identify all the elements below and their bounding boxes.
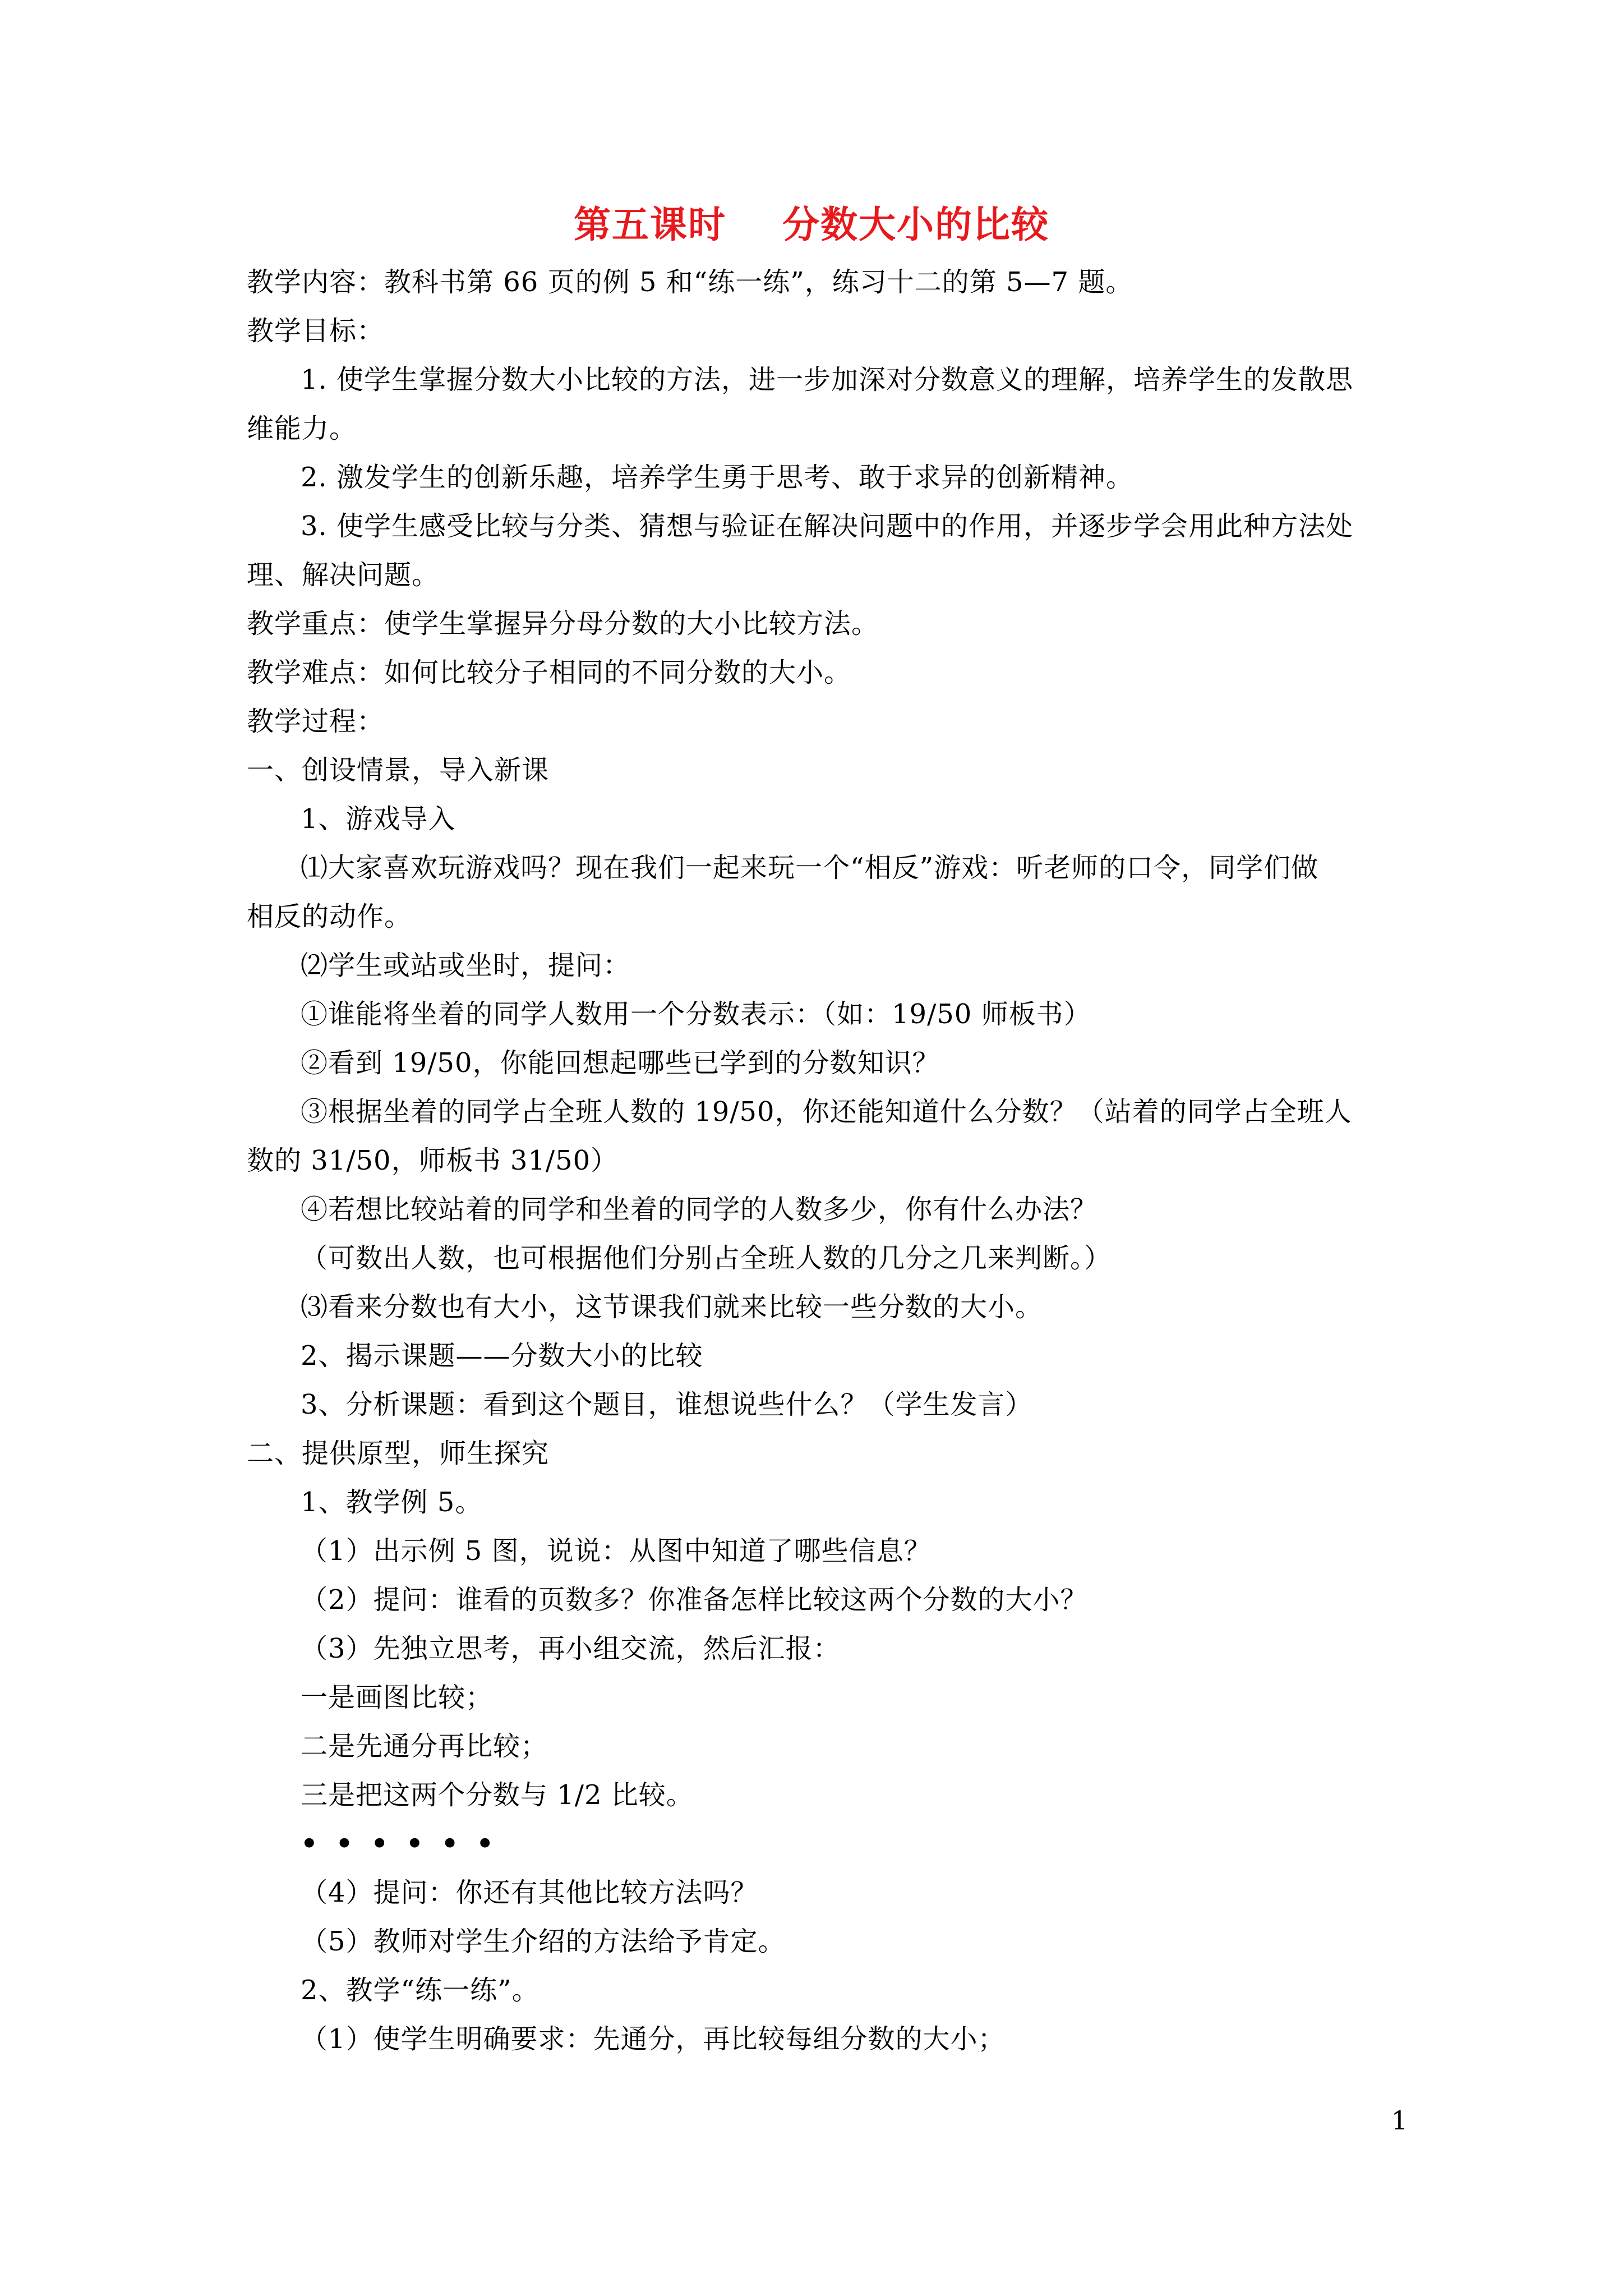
practice-step-1: （1）使学生明确要求：先通分，再比较每组分数的大小； [301, 2023, 1006, 2055]
example-step-5: （5）教师对学生介绍的方法给予肯定。 [301, 1926, 786, 1957]
reveal-topic: 2、揭示课题——分数大小的比较 [301, 1340, 703, 1372]
lesson-body [247, 258, 1396, 2064]
teaching-process-heading: 教学过程： [247, 706, 385, 737]
goal-1-line-2: 维能力。 [247, 413, 357, 444]
example-step-2: （2）提问：谁看的页数多？你准备怎样比较这两个分数的大小？ [301, 1584, 1088, 1616]
analyze-topic: 3、分析课题：看到这个题目，谁想说些什么？（学生发言） [301, 1389, 1033, 1420]
ellipsis-dots: •••••• [301, 1828, 512, 1860]
goal-2: 2. 激发学生的创新乐趣，培养学生勇于思考、敢于求异的创新精神。 [301, 462, 1134, 493]
method-3: 三是把这两个分数与 1/2 比较。 [301, 1779, 694, 1811]
example-5-heading: 1、教学例 5。 [301, 1487, 483, 1518]
game-step-2: ⑵学生或站或坐时，提问： [301, 950, 631, 981]
section-2-heading: 二、提供原型，师生探究 [247, 1438, 550, 1469]
question-3-line-1: ③根据坐着的同学占全班人数的 19/50，你还能知道什么分数？（站着的同学占全班人 [301, 1096, 1352, 1128]
game-step-3: ⑶看来分数也有大小，这节课我们就来比较一些分数的大小。 [301, 1291, 1043, 1323]
question-3-line-2: 数的 31/50，师板书 31/50） [247, 1145, 619, 1176]
lesson-title: 第五课时 分数大小的比较 [574, 203, 1049, 246]
game-step-1-line-1: ⑴大家喜欢玩游戏吗？现在我们一起来玩一个“相反”游戏：听老师的口令，同学们做 [301, 852, 1319, 884]
teaching-difficulty: 教学难点：如何比较分子相同的不同分数的大小。 [247, 657, 852, 688]
goal-1-line-1: 1. 使学生掌握分数大小比较的方法，进一步加深对分数意义的理解，培养学生的发散思 [301, 364, 1354, 395]
teaching-goals-heading: 教学目标： [247, 315, 385, 347]
game-step-1-line-2: 相反的动作。 [247, 901, 412, 932]
example-step-1: （1）出示例 5 图，说说：从图中知道了哪些信息？ [301, 1535, 932, 1567]
question-4-note: （可数出人数，也可根据他们分别占全班人数的几分之几来判断。） [301, 1243, 1112, 1274]
question-2: ②看到 19/50，你能回想起哪些已学到的分数知识？ [301, 1047, 940, 1079]
teaching-content-line: 教学内容：教科书第 66 页的例 5 和“练一练”，练习十二的第 5—7 题。 [247, 266, 1133, 298]
question-4: ④若想比较站着的同学和坐着的同学的人数多少，你有什么办法？ [301, 1194, 1098, 1225]
example-step-3: （3）先独立思考，再小组交流，然后汇报： [301, 1633, 841, 1664]
question-1: ①谁能将坐着的同学人数用一个分数表示：（如：19/50 师板书） [301, 999, 1091, 1030]
game-intro: 1、游戏导入 [301, 803, 456, 835]
page-number: 1 [1391, 2105, 1408, 2136]
example-step-4: （4）提问：你还有其他比较方法吗？ [301, 1877, 758, 1908]
section-1-heading: 一、创设情景，导入新课 [247, 754, 550, 786]
goal-3-line-1: 3. 使学生感受比较与分类、猜想与验证在解决问题中的作用，并逐步学会用此种方法处 [301, 510, 1354, 542]
practice-heading: 2、教学“练一练”。 [301, 1975, 540, 2006]
method-1: 一是画图比较； [301, 1682, 494, 1713]
goal-3-line-2: 理、解决问题。 [247, 559, 440, 591]
teaching-focus: 教学重点：使学生掌握异分母分数的大小比较方法。 [247, 608, 879, 639]
method-2: 二是先通分再比较； [301, 1731, 548, 1762]
